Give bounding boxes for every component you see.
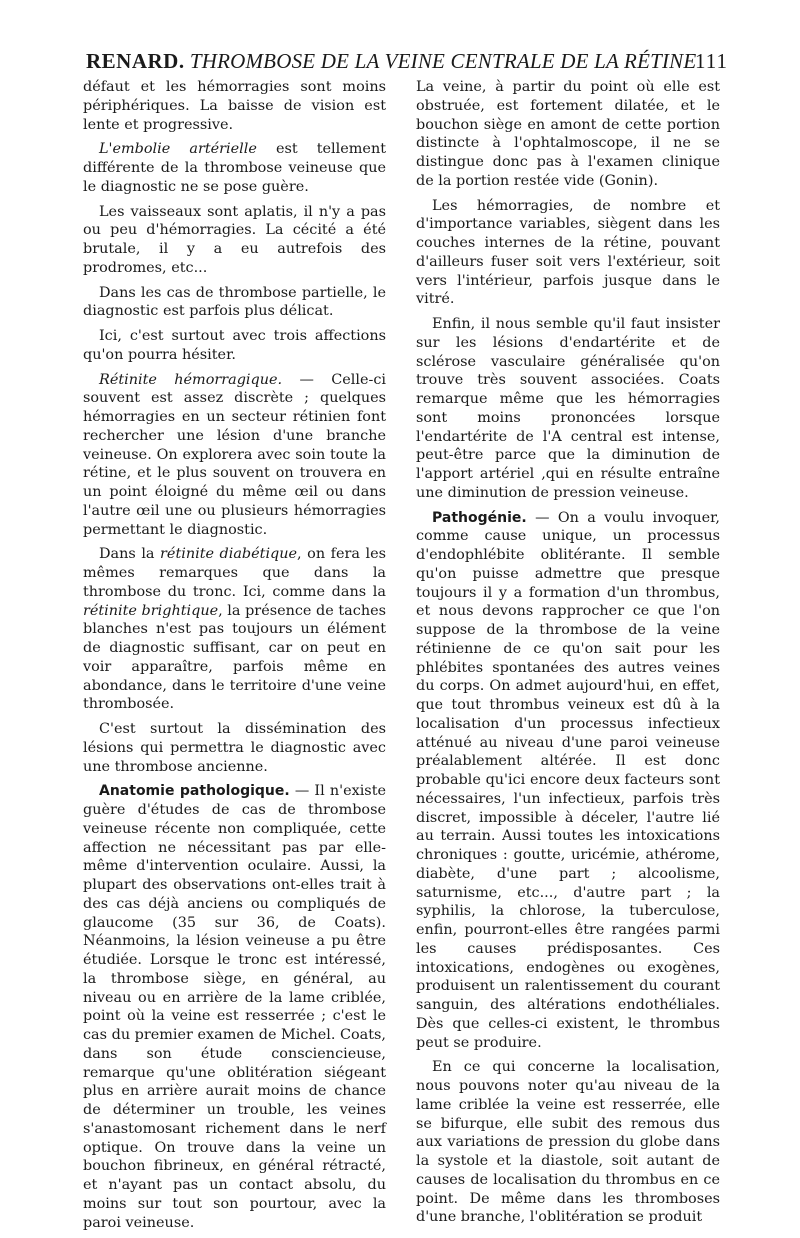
term-embolie: L'embolie artérielle: [99, 141, 257, 158]
header-title: THROMBOSE DE LA VEINE CENTRALE DE LA RÉTINE: [189, 49, 697, 73]
paragraph: [83, 545, 386, 714]
section-heading-anatomie: Anatomie pathologique.: [99, 783, 290, 800]
left-column: [83, 78, 386, 1238]
running-header: [86, 48, 728, 74]
paragraph: C'est surtout la dissémination des lésions qui permettra le diagnostic avec une thrombose ancienne.: [83, 721, 386, 775]
term-retinite-diabetique: rétinite diabétique: [160, 546, 298, 563]
paragraph-text: , on fera les mêmes remarques que dans la thrombose du tronc. Ici, comme dans la: [83, 546, 386, 600]
paragraph: [83, 371, 386, 540]
paragraph: Ici, c'est surtout avec trois affections qu'on pourra hésiter.: [83, 328, 386, 363]
paragraph: Les hémorragies, de nombre et d'importance variables, siègent dans les couches internes de la rétine, pouvant d'ailleurs fuser soit vers l'extérieur, soit vers l'intérieur, parfois jusque dans le vitré.: [416, 197, 720, 308]
paragraph: En ce qui concerne la localisation, nous pouvons noter qu'au niveau de la lame criblée la veine est resserrée, elle se bifurque, elle subit des remous dus aux variations de pression du globe dans la systole et la diastole, soit autant de causes de localisation du thrombus en ce point. De même dans les thromboses d'une branche, l'oblitération se produit: [416, 1059, 720, 1226]
paragraph: La veine, à partir du point où elle est obstruée, est fortement dilatée, et le bouchon siège en amont de cette portion distincte à l'ophtalmoscope, il ne se distingue donc pas à l'examen clinique de la portion restée vide (Gonin).: [416, 79, 720, 189]
paragraph: Les vaisseaux sont aplatis, il n'y a pas ou peu d'hémorragies. La cécité a été brutale, il y a eu autrefois des prodromes, etc...: [83, 203, 386, 276]
term-retinite-brightique: rétinite brightique: [83, 602, 219, 619]
paragraph-text: — Il n'existe guère d'études de cas de thrombose veineuse récente non compliquée, cette affection ne nécessitant pas par elle-même d'intervention oculaire. Aussi, la plupart des observations ont-elles trait à des cas déjà anciens ou compliqués de glaucome (35 sur 36, de Coats). Néanmoins, la lésion veineuse a pu être étudiée. Lorsque le tronc est intéressé, la thrombose siège, en général, au niveau ou en arrière de la lame criblée, point où la veine est resserrée ; c'est le cas du premier examen de Michel. Coats, dans son étude consciencieuse, remarque qu'une oblitération siégeant plus en arrière aurait moins de chance de déterminer un trouble, les veines s'anastomosant richement dans le nerf optique. On trouve dans la veine un bouchon fibrineux, en général rétracté, et n'ayant pas un contact absolu, du moins sur tout son pourtour, avec la paroi veineuse.: [83, 783, 386, 1231]
paragraph-text: — On a voulu invoquer, comme cause unique, un processus d'endophlébite oblitérante. Il semble qu'on puisse admettre que presque toujours il y a formation d'un thrombus, et nous devons rapprocher ce que l'on suppose de la thrombose de la veine rétinienne de ce qu'on sait pour les phlébites spontanées des autres veines du corps. On admet aujourd'hui, en effet, que tout thrombus veineux est dû à la localisation d'un processus infectieux atténué au niveau d'une paroi veineuse préalablement altérée. Il est donc probable qu'ici encore deux facteurs sont nécessaires, l'un infectieux, parfois très discret, impossible à déceler, l'autre lié au terrain. Aussi toutes les intoxications chroniques : goutte, uricémie, athérome, diabète, d'une part ; alcoolisme, saturnisme, etc..., d'autre part ; la syphilis, la chlorose, la tuberculose, enfin, pourront-elles être rangées parmi les causes prédisposantes. Ces intoxications, endogènes ou exogènes, produisent un ralentissement du courant sanguin, des altérations endothéliales. Dès que celles-ci existent, le thrombus peut se produire.: [416, 509, 720, 1051]
paragraph: [83, 782, 386, 1232]
term-retinite-hemorragique: Rétinite hémorragique.: [99, 371, 283, 388]
paragraph-text: Dans la: [99, 546, 161, 563]
paragraph: [416, 509, 720, 1053]
paragraph: défaut et les hémorragies sont moins périphériques. La baisse de vision est lente et progressive.: [83, 79, 386, 133]
paragraph-text: est tellement différente de la thrombose veineuse que le diagnostic ne se pose guère.: [83, 141, 386, 195]
paragraph: Enfin, il nous semble qu'il faut insister sur les lésions d'endartérite et de sclérose vasculaire généralisée qu'on trouve très souvent associées. Coats remarque même que les hémorragies sont moins prononcées lorsque l'endartérite de l'A central est intense, peut-être parce que la diminution de l'apport artériel ,qui en résulte entraîne une diminution de pression veineuse.: [416, 316, 720, 501]
header-author: RENARD.: [86, 49, 185, 73]
page-number: 111: [695, 49, 728, 73]
paragraph-text: — Celle-ci souvent est assez discrète ; quelques hémorragies en un secteur rétinien font rechercher une lésion d'une branche veineuse. On explorera avec soin toute la rétine, et le plus souvent on trouvera en un point éloigné du même œil ou dans l'autre œil une ou plusieurs hémorragies permettant le diagnostic.: [83, 371, 386, 538]
section-heading-pathogenie: Pathogénie.: [432, 509, 527, 526]
right-column: [416, 78, 720, 1233]
paragraph: [83, 140, 386, 196]
paragraph-text: , la présence de taches blanches n'est pas toujours un élément de diagnostic suffisant, car on peut en voir apparaître, parfois même en abondance, dans le territoire d'une veine thrombosée.: [83, 602, 386, 713]
paragraph: Dans les cas de thrombose partielle, le diagnostic est parfois plus délicat.: [83, 284, 386, 320]
